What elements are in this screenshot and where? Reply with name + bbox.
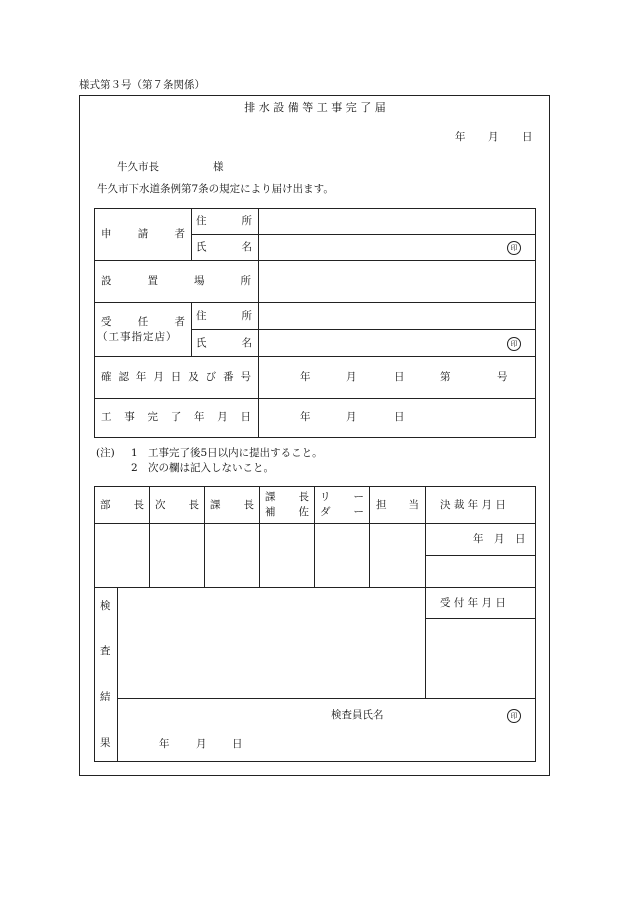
inspection-year: 年 (159, 738, 170, 750)
confirmation-day: 日 (394, 371, 405, 383)
contractor-seal-icon: 印 (507, 337, 521, 351)
confirmation-label: 確 認 年 月 日 及 び 番 号 (101, 371, 251, 383)
contractor-address-label: 住 所 (196, 310, 252, 322)
date-month: 月 (488, 131, 499, 143)
applicant-name-label: 氏 名 (196, 241, 252, 253)
completion-day: 日 (394, 411, 405, 423)
inspector-name-label: 検査員氏名 (331, 709, 384, 721)
contractor-sublabel: （工事指定店） (97, 331, 178, 343)
header-tanto: 担 当 (376, 499, 419, 511)
contractor-label: 受 任 者 (101, 316, 185, 328)
confirmation-go: 号 (497, 371, 508, 383)
note-1-number: 1 (131, 447, 138, 459)
inspection-result-field[interactable] (121, 591, 421, 695)
note-1-text: 工事完了後5日以内に提出すること。 (148, 447, 323, 459)
contractor-name-field[interactable] (262, 333, 492, 353)
decision-date-label: 決 裁 年 月 日 (440, 499, 506, 511)
date-day: 日 (522, 131, 533, 143)
header-kacho-hosa-line1: 課 長 (265, 491, 309, 503)
inspection-day: 日 (232, 738, 243, 750)
inspection-label-1: 検 (100, 600, 111, 612)
header-kacho: 課 長 (210, 499, 254, 511)
confirmation-year: 年 (300, 371, 311, 383)
contractor-address-field[interactable] (262, 306, 532, 326)
header-bucho: 部 長 (100, 499, 144, 511)
applicant-label: 申 請 者 (101, 228, 185, 240)
header-kacho-hosa-line2: 補 佐 (265, 506, 309, 518)
note-2-number: 2 (131, 462, 138, 474)
inspection-month: 月 (196, 738, 207, 750)
header-leader-line2: ダ ー (320, 506, 364, 518)
form-number: 様式第３号（第７条関係） (79, 79, 205, 91)
addressee-name: 牛久市長 (117, 161, 159, 173)
date-year: 年 (455, 131, 466, 143)
applicant-address-field[interactable] (262, 211, 532, 231)
completion-month: 月 (346, 411, 357, 423)
addressee-honorific: 様 (213, 161, 224, 173)
note-2-text: 次の欄は記入しないこと。 (148, 462, 274, 474)
contractor-name-label: 氏 名 (196, 337, 252, 349)
decision-date-value: 年 月 日 (473, 533, 526, 545)
inspection-label-3: 結 (100, 691, 111, 703)
confirmation-dai: 第 (440, 371, 451, 383)
applicant-seal-icon: 印 (507, 241, 521, 255)
confirmation-month: 月 (346, 371, 357, 383)
applicant-address-label: 住 所 (196, 215, 252, 227)
inspection-label-2: 査 (100, 645, 111, 657)
inspection-label-4: 果 (100, 737, 111, 749)
notes-prefix: (注) (96, 447, 115, 459)
completion-year: 年 (300, 411, 311, 423)
applicant-name-field[interactable] (262, 237, 492, 257)
completion-label: 工 事 完 了 年 月 日 (101, 411, 251, 423)
header-jicho: 次 長 (155, 499, 199, 511)
inspector-seal-icon: 印 (507, 709, 521, 723)
form-title: 排 水 設 備 等 工 事 完 了 届 (244, 101, 386, 114)
header-leader-line1: リ ー (320, 491, 364, 503)
reception-date-label: 受 付 年 月 日 (440, 597, 506, 609)
location-field[interactable] (262, 264, 532, 298)
statement: 牛久市下水道条例第7条の規定により届け出ます。 (97, 183, 334, 195)
location-label: 設 置 場 所 (101, 275, 251, 287)
